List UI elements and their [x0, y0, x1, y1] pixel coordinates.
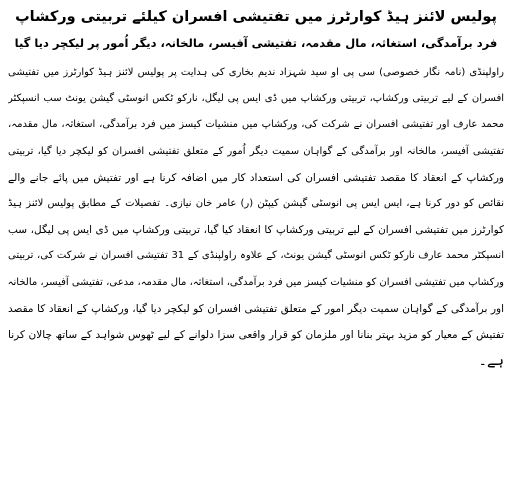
body-line: انسپکٹر محمد عارف نارکو ٹکس انوسٹی گیشن یونٹ، کے علاوہ راولپنڈی کے 31 تفتیشی افسران نے شرکت کی، تربیتی	[8, 250, 504, 262]
subheadline: فرد برآمدگی، استغاثہ، مال مقدمہ، تفتیشی آفیسر، مالخانہ، دیگر اُمور پر لیکچر دیا گیا	[14, 36, 498, 50]
body-line: تفتیش کے معیار کو مزید بہتر بنانا اور ملزمان کو قرار واقعی سزا دلوانے کے لیے ٹھوس شواہد کے ساتھ چالان کرنا	[8, 329, 504, 342]
body-line: ورکشاپ کے انعقاد کا مقصد تفتیشی افسران کی استعداد کار میں اضافہ کرنا ہے اور تفتیش میں پائے جانے والے	[8, 171, 504, 184]
body-line: کوارٹرز میں تفتیشی افسران کے لیے تربیتی ورکشاپ کا انعقاد کیا گیا، تربیتی ورکشاپ میں ڈی ایس پی لیگل، سب	[8, 224, 504, 237]
body-line: ہے۔	[478, 353, 504, 370]
body-line: راولپنڈی (نامہ نگار خصوصی) سی پی او سید شہزاد ندیم بخاری کی ہدایت پر پولیس لائنز ہیڈ کوارٹرز میں تفتیشی	[8, 67, 504, 78]
headline: پولیس لائنز ہیڈ کوارٹرز میں تفتیشی افسران کیلئے تربیتی ورکشاپ	[15, 9, 497, 25]
body-line: محمد عارف اور تفتیشی افسران نے شرکت کی، ورکشاپ میں منشیات کیسز میں فرد برآمدگی، استغاثہ، مال مقدمہ،	[8, 119, 504, 131]
body-line: ورکشاپ میں تفتیشی افسران کو منشیات کیسز میں فرد برآمدگی، استغاثہ، مال مقدمہ، مدعی، تفتیشی آفیسر، مالخانہ	[8, 276, 504, 288]
article-body	[8, 60, 504, 374]
body-line: تفتیشی آفیسر، مالخانہ اور برآمدگی کے گواہان سمیت دیگر اُمور کے متعلق تفتیشی افسران کو لیکچر دیا گیا، تربیتی	[8, 145, 504, 157]
body-line: اور برآمدگی کے گواہان سمیت دیگر امور کے متعلق تفتیشی افسران کو لیکچر دیا گیا، ورکشاپ کے انعقاد کا مقصد	[8, 302, 504, 315]
body-line: افسران کے لیے تربیتی ورکشاپ، تربیتی ورکشاپ میں ڈی ایس پی لیگل، نارکو ٹکس انوسٹی گیشن یونٹ سب انسپکٹر	[8, 93, 504, 105]
body-line: نقائص کو دور کرنا ہے، ایس ایس پی انوسٹی گیشن کیپٹن (ر) عامر خان نیازی۔ تفصیلات کے مطابق پولیس لائنز ہیڈ	[8, 198, 504, 210]
